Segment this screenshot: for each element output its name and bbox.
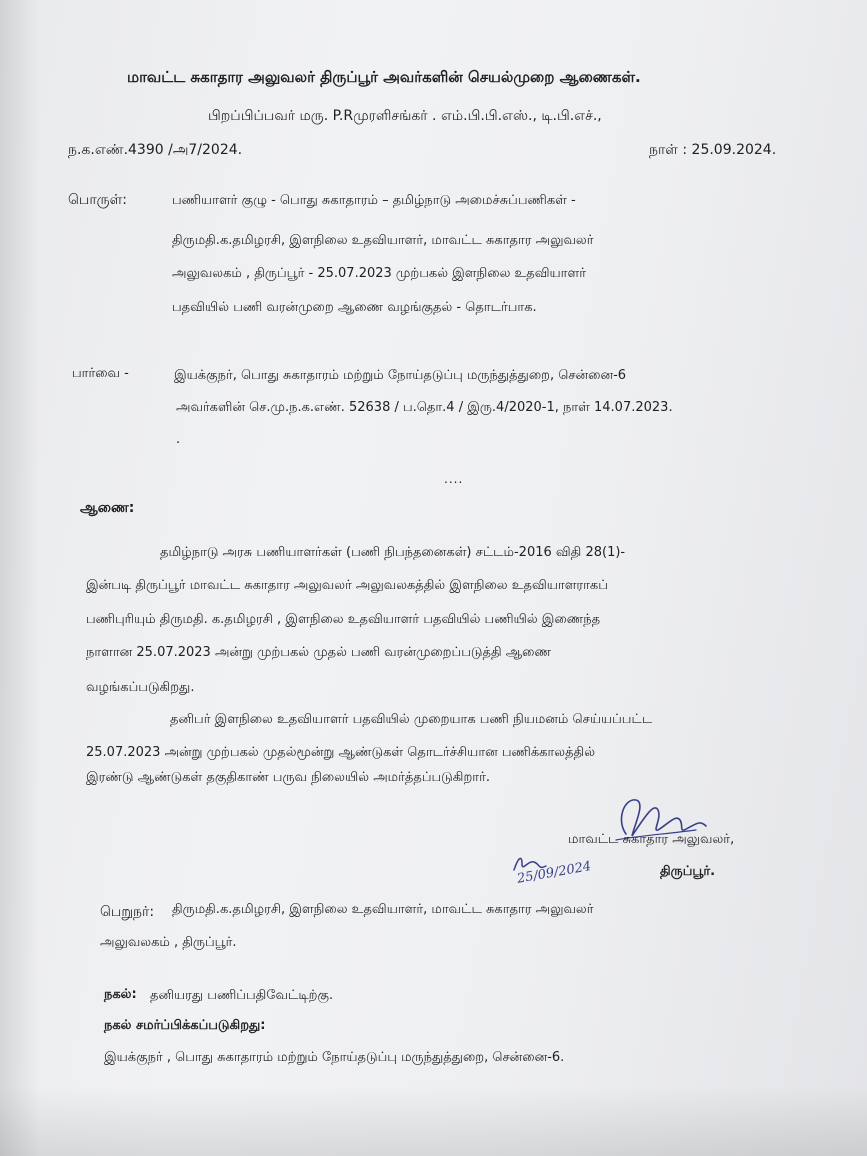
copy-line: தனியரது பணிப்பதிவேட்டிற்கு.: [150, 988, 334, 1003]
order-paragraph1-line: தமிழ்நாடு அரசு பணியாளர்கள் (பணி நிபந்தனைகள்) சட்டம்-2016 விதி 28(1)-: [160, 545, 626, 560]
order-paragraph2-line: தனிபர் இளநிலை உதவியாளர் பதவியில் முறையாக பணி நியமனம் செய்யப்பட்ட: [170, 712, 653, 727]
copy-submitted-to: இயக்குநர் , பொது சுகாதாரம் மற்றும் நோய்தடுப்பு மருந்துத்துறை, சென்னை-6.: [104, 1050, 565, 1065]
order-paragraph1-line: நாளான 25.07.2023 அன்று முற்பகல் முதல் பணி வரன்முறைப்படுத்தி ஆணை: [86, 645, 552, 660]
subject-line: பதவியில் பணி வரன்முறை ஆணை வழங்குதல் - தொடர்பாக.: [172, 300, 537, 315]
signatory-designation: மாவட்ட சுகாதார அலுவலர்,: [568, 832, 735, 847]
read-line: இயக்குநர், பொது சுகாதாரம் மற்றும் நோய்தடுப்பு மருந்துத்துறை, சென்னை-6: [174, 368, 627, 383]
order-paragraph1-line: பணிபுரியும் திருமதி. க.தமிழரசி , இளநிலை உதவியாளர் பதவியில் பணியில் இணைந்த: [86, 612, 601, 627]
order-paragraph1-line: வழங்கப்படுகிறது.: [86, 680, 195, 695]
read-bullet: .: [176, 432, 181, 447]
order-paragraph1-line: இன்படி திருப்பூர் மாவட்ட சுகாதார அலுவலர் அலுவலகத்தில் இளநிலை உதவியாளராகப்: [86, 578, 608, 593]
handwritten-date: 25/09/2024: [516, 858, 593, 887]
read-label: பார்வை -: [72, 366, 129, 381]
signatory-place: திருப்பூர்.: [660, 864, 716, 879]
reference-date: நாள் : 25.09.2024.: [649, 142, 777, 158]
read-line: அவர்களின் செ.மு.ந.க.எண். 52638 / ப.தொ.4 / இரு.4/2020-1, நாள் 14.07.2023.: [176, 400, 673, 415]
subject-label: பொருள்:: [68, 192, 127, 208]
recipient-line: அலுவலகம் , திருப்பூர்.: [100, 935, 237, 950]
page-shadow-left: [0, 0, 40, 1156]
subject-line: அலுவலகம் , திருப்பூர் - 25.07.2023 முற்பகல் இளநிலை உதவியாளர்: [172, 266, 587, 281]
subject-line: திருமதி.க.தமிழரசி, இளநிலை உதவியாளர், மாவட்ட சுகாதார அலுவலர்: [172, 233, 594, 248]
page-shadow-bottom: [0, 1086, 867, 1156]
order-paragraph2-line: 25.07.2023 அன்று முற்பகல் முதல்மூன்று ஆண்டுகள் தொடர்ச்சியான பணிக்காலத்தில்: [86, 745, 595, 760]
reference-number: ந.க.எண்.4390 /அ7/2024.: [68, 142, 243, 158]
header-issuer: பிறப்பிப்பவர் மரு. P.Rமுரளிசங்கர் . எம்.பி.பி.எஸ்., டி.பி.எச்.,: [208, 108, 602, 124]
copy-submitted-heading: நகல் சமர்ப்பிக்கப்படுகிறது:: [104, 1018, 266, 1033]
copy-label: நகல்:: [104, 987, 137, 1002]
separator-dots: ....: [444, 472, 464, 486]
recipient-label: பெறுநர்:: [100, 904, 155, 920]
order-heading: ஆணை:: [80, 500, 135, 516]
recipient-line: திருமதி.க.தமிழரசி, இளநிலை உதவியாளர், மாவட்ட சுகாதார அலுவலர்: [172, 902, 594, 917]
subject-line: பணியாளர் குழு - பொது சுகாதாரம் – தமிழ்நாடு அமைச்சுப்பணிகள் -: [172, 193, 576, 208]
order-paragraph2-line: இரண்டு ஆண்டுகள் தகுதிகாண் பருவ நிலையில் அமர்த்தப்படுகிறார்.: [86, 770, 491, 785]
header-title: மாவட்ட சுகாதார அலுவலர் திருப்பூர் அவர்களின் செயல்முறை ஆணைகள்.: [127, 68, 641, 86]
